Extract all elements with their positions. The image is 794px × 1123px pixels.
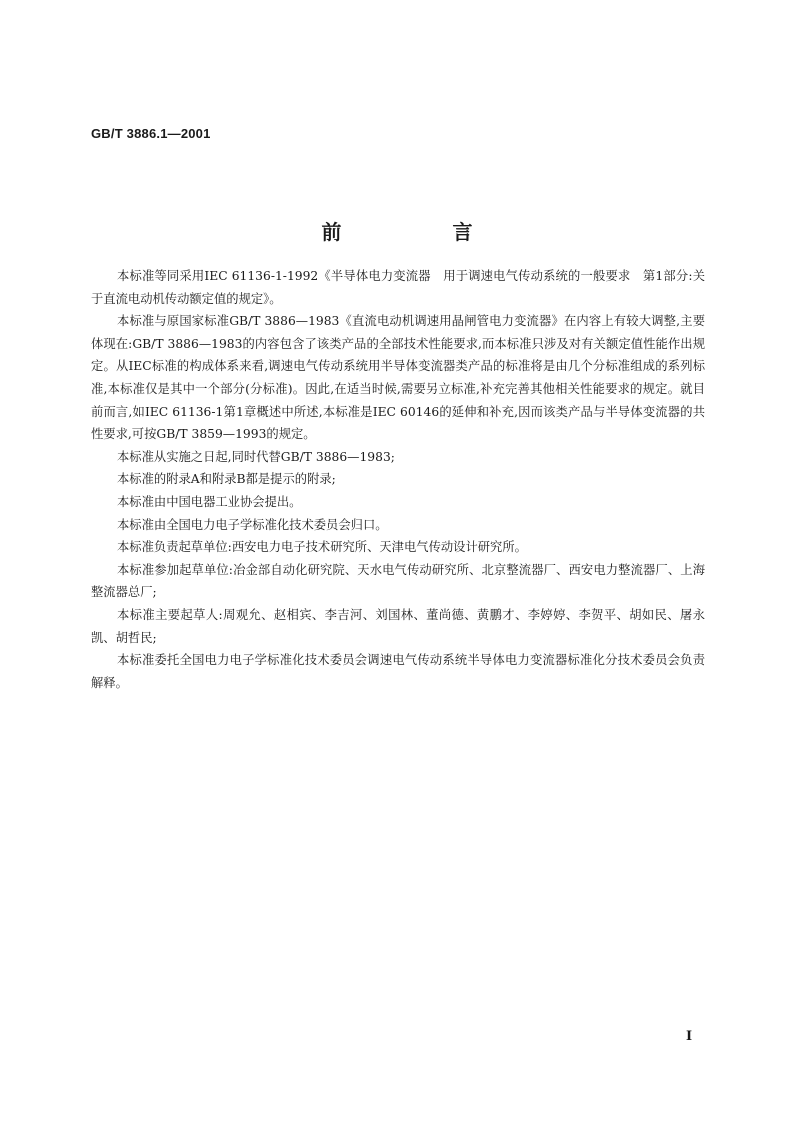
paragraph-participating-units: 本标准参加起草单位:冶金部自动化研究院、天水电气传动研究所、北京整流器厂、西安电力整流器厂、上海整流器总厂; [91,562,705,600]
paragraph-adoption: 本标准等同采用IEC 61136-1-1992《半导体电力变流器 用于调速电气传动系统的一般要求 第1部分:关于直流电动机传动额定值的规定》。 [91,269,705,306]
paragraph-centralized: 本标准由全国电力电子学标准化技术委员会归口。 [117,517,388,532]
paragraph-comparison: 本标准与原国家标准GB/T 3886—1983《直流电动机调速用晶闸管电力变流器》在内容上有较大调整,主要体现在:GB/T 3886—1983的内容包含了该类产品的全部技术性能要求,而本标准只涉及对有关额定值性能作出规定。从IEC标准的构成体系来看,调速电气传动系统用半导体变流器类产品的标准将是由几个分标准组成的系列标准,本标准仅是其中一个部分(分标准)。因此,在适当时候,需要另立标准,补充完善其他相关性能要求的规定。就目前而言,如IEC 61136-1第1章概述中所述,本标准是IEC 60146的延伸和补充,因而该类产品与半导体变流器的共性要求,可按GB/T 3859—1993的规定。 [91,314,705,442]
paragraph-drafting-units: 本标准负责起草单位:西安电力电子技术研究所、天津电气传动设计研究所。 [117,540,527,555]
page-number: I [686,1029,693,1044]
foreword-body [91,265,705,694]
paragraph-appendix: 本标准的附录A和附录B都是提示的附录; [117,472,336,487]
document-code: GB/T 3886.1—2001 [91,126,211,141]
paragraph-proposer: 本标准由中国电器工业协会提出。 [117,494,302,509]
paragraph-drafters: 本标准主要起草人:周观允、赵相宾、李吉河、刘国林、董尚德、黄鹏才、李婷婷、李贺平、胡如民、屠永凯、胡哲民; [91,607,705,645]
paragraph-replacement: 本标准从实施之日起,同时代替GB/T 3886—1983; [117,449,395,464]
paragraph-interpretation: 本标准委托全国电力电子学标准化技术委员会调速电气传动系统半导体电力变流器标准化分技术委员会负责解释。 [91,653,705,690]
page-title: 前 言 [321,220,525,244]
